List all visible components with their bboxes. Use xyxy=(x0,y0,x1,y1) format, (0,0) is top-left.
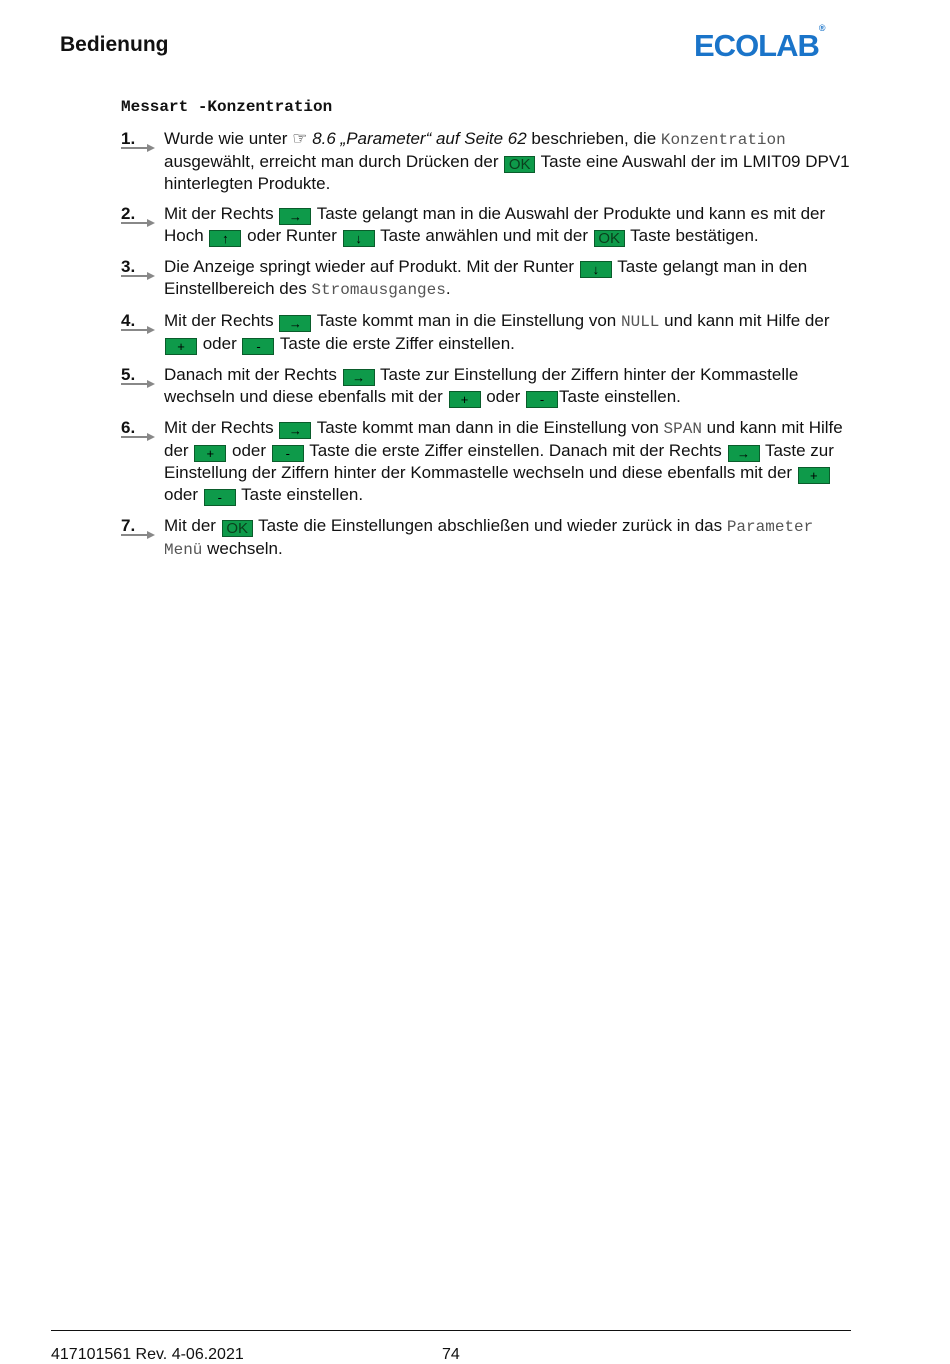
step-text: Taste die erste Ziffer einstellen. xyxy=(275,334,515,353)
step-arrow-icon xyxy=(121,433,157,441)
plus-key-icon: + xyxy=(798,467,830,484)
step-2 xyxy=(121,203,856,247)
step-3 xyxy=(121,256,856,301)
step-text: Mit der Rechts xyxy=(164,204,279,223)
plus-key-icon: + xyxy=(194,445,226,462)
step-text: Mit der Rechts xyxy=(164,418,279,437)
right-key-icon: → xyxy=(728,445,760,462)
step-text: oder xyxy=(481,387,525,406)
step-arrow-icon xyxy=(121,219,157,227)
display-text: Stromausganges xyxy=(311,281,446,299)
step-text: und kann mit Hilfe der xyxy=(659,311,830,330)
step-number: 2. xyxy=(121,204,136,223)
display-text: NULL xyxy=(621,313,660,331)
right-key-icon: → xyxy=(279,422,311,439)
step-arrow-icon xyxy=(121,380,157,388)
display-text: Konzentration xyxy=(660,131,786,149)
step-text: Taste die Einstellungen abschließen und wieder zurück in das xyxy=(253,516,727,535)
step-text: Taste eine Auswahl der im LMIT09 DPV1 hinterlegten Produkte. xyxy=(164,152,850,193)
footer-document-number: 417101561 Rev. 4-06.2021 xyxy=(51,1346,244,1363)
display-text: SPAN xyxy=(663,420,702,438)
step-text: Taste bestätigen. xyxy=(625,226,759,245)
logo-registered-mark: ® xyxy=(818,22,826,33)
step-text: oder xyxy=(198,334,242,353)
section-heading: Messart -Konzentration xyxy=(121,98,333,116)
step-6 xyxy=(121,417,856,506)
right-key-icon: → xyxy=(343,369,375,386)
ok-key-icon: OK xyxy=(594,230,625,247)
step-text: Taste die erste Ziffer einstellen. Danach mit der Rechts xyxy=(304,441,727,460)
step-text: . xyxy=(445,279,451,298)
minus-key-icon: - xyxy=(204,489,236,506)
reference-icon: ☞ xyxy=(292,129,308,148)
ok-key-icon: OK xyxy=(222,520,253,537)
step-5 xyxy=(121,364,856,408)
step-arrow-icon xyxy=(121,272,157,280)
step-arrow-icon xyxy=(121,144,157,152)
step-number: 1. xyxy=(121,129,136,148)
step-number: 5. xyxy=(121,365,136,384)
minus-key-icon: - xyxy=(242,338,274,355)
step-text: Taste anwählen und mit der xyxy=(375,226,593,245)
step-text: Taste gelangt man in die Auswahl der Produkte und kann es mit der Hoch xyxy=(164,204,826,245)
step-text: Mit der Rechts xyxy=(164,311,279,330)
display-text: Parameter Menü xyxy=(164,518,814,559)
step-4 xyxy=(121,310,856,355)
down-key-icon: ↓ xyxy=(343,230,375,247)
logo-text: ECOLAB xyxy=(694,28,819,63)
down-key-icon: ↓ xyxy=(580,261,612,278)
step-number: 4. xyxy=(121,311,136,330)
step-text: Wurde wie unter xyxy=(164,129,293,148)
step-text: beschrieben, die xyxy=(526,129,661,148)
right-key-icon: → xyxy=(279,315,311,332)
step-7 xyxy=(121,515,856,561)
plus-key-icon: + xyxy=(449,391,481,408)
plus-key-icon: + xyxy=(165,338,197,355)
step-text: Taste einstellen. xyxy=(558,387,681,406)
step-1 xyxy=(121,128,856,194)
step-arrow-icon xyxy=(121,326,157,334)
step-text: Die Anzeige springt wieder auf Produkt. Mit der Runter xyxy=(164,257,579,276)
page-title: Bedienung xyxy=(60,33,169,56)
minus-key-icon: - xyxy=(272,445,304,462)
step-text: Taste kommt man in die Einstellung von xyxy=(312,311,621,330)
step-number: 6. xyxy=(121,418,136,437)
step-text: ausgewählt, erreicht man durch Drücken der xyxy=(164,152,504,171)
step-arrow-icon xyxy=(121,531,157,539)
step-text: wechseln. xyxy=(202,539,283,558)
step-text: Taste zur Einstellung der Ziffern hinter der Kommastelle wechseln und diese ebenfalls mit der xyxy=(164,365,799,406)
step-text: Danach mit der Rechts xyxy=(164,365,342,384)
step-text: oder xyxy=(164,485,203,504)
page-reference-link[interactable]: 8.6 „Parameter“ auf Seite 62 xyxy=(312,129,527,148)
step-text: Mit der xyxy=(164,516,221,535)
steps-list xyxy=(121,128,856,570)
step-text: Taste gelangt man in den Einstellbereich des xyxy=(164,257,808,298)
ecolab-logo xyxy=(694,22,826,64)
step-text: Taste einstellen. xyxy=(236,485,364,504)
minus-key-icon: - xyxy=(526,391,558,408)
step-number: 7. xyxy=(121,516,136,535)
step-text: Taste zur Einstellung der Ziffern hinter der Kommastelle wechseln und diese ebenfalls mit der xyxy=(164,441,834,482)
up-key-icon: ↑ xyxy=(209,230,241,247)
step-number: 3. xyxy=(121,257,136,276)
step-text: oder Runter xyxy=(242,226,342,245)
step-text: Taste kommt man dann in die Einstellung von xyxy=(312,418,664,437)
footer-page-number: 74 xyxy=(442,1346,460,1363)
step-text: und kann mit Hilfe der xyxy=(164,418,843,460)
step-text: oder xyxy=(227,441,271,460)
right-key-icon: → xyxy=(279,208,311,225)
footer-divider xyxy=(51,1330,851,1331)
ok-key-icon: OK xyxy=(504,156,535,173)
